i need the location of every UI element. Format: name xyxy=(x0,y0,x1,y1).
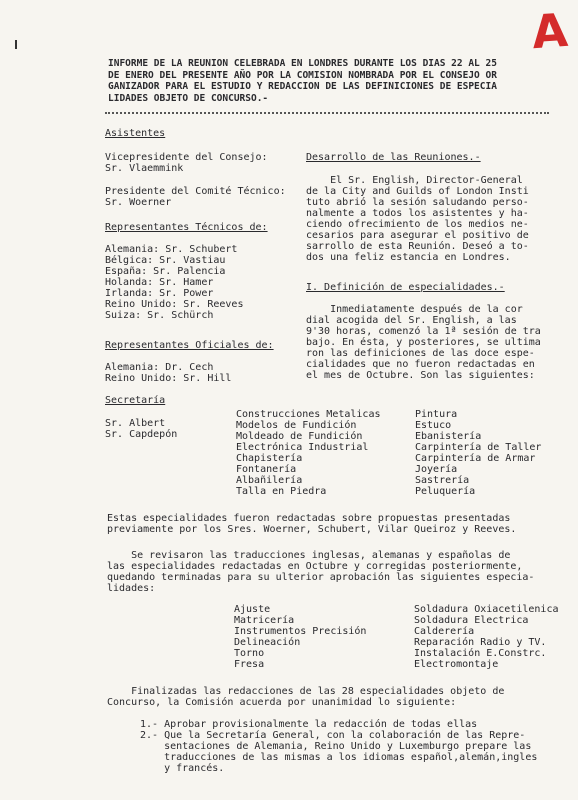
text-line: dial acogida del Sr. English, a las xyxy=(306,315,517,326)
list-item: y francés. xyxy=(140,763,225,774)
text-line: cesarios para asegurar el positivo de xyxy=(306,230,529,241)
text-line: las especialidades redactadas en Octubre y corregidas posteriormente, xyxy=(107,561,523,572)
list-item: Carpintería de Taller xyxy=(415,442,542,453)
list-item: Carpintería de Armar xyxy=(415,453,536,464)
list-item: sentaciones de Alemania, Reino Unido y Luxemburgo prepare las xyxy=(140,741,532,752)
list-item: Instrumentos Precisión xyxy=(234,626,367,637)
text-line: Estas especialidades fueron redactadas sobre propuestas presentadas xyxy=(107,513,511,524)
text-line: Concurso, la Comisión acuerda por unanimidad lo siguiente: xyxy=(107,697,457,708)
list-item: Suiza: Sr. Schürch xyxy=(105,310,214,321)
text-line: Se revisaron las traducciones inglesas, alemanas y españolas de xyxy=(107,550,511,561)
list-item: Moldeado de Fundición xyxy=(236,431,363,442)
text-line: cialidades que no fueron redactadas en xyxy=(306,359,535,370)
text-line: sarrollo de esta Reunión. Deseó a to- xyxy=(306,241,529,252)
acuerdos-list xyxy=(140,719,537,774)
list-item: Reino Unido: Sr. Hill xyxy=(105,373,232,384)
representantes-oficiales-list xyxy=(105,362,231,384)
list-item: Delineación xyxy=(234,637,301,648)
especialidades-col2 xyxy=(415,409,541,497)
list-item: Sr. Albert xyxy=(105,418,166,429)
list-item: Sr. Capdepón xyxy=(105,429,178,440)
heading-line: DE ENERO DEL PRESENTE AÑO POR LA COMISION NOMBRADA POR EL CONSEJO OR xyxy=(108,69,497,81)
text-line: previamente por los Sres. Woerner, Schubert, Vilar Queiroz y Reeves. xyxy=(107,524,517,535)
list-item: Holanda: Sr. Hamer xyxy=(105,277,214,288)
secretaria-list xyxy=(105,418,177,440)
list-item: Sastrería xyxy=(415,475,470,486)
list-item: Fresa xyxy=(234,659,265,670)
list-item: Pintura xyxy=(415,409,458,420)
text-line: nalmente a todos los asistentes y ha- xyxy=(306,208,529,219)
list-item: Estuco xyxy=(415,420,452,431)
vicepresidente-name: Sr. Vlaemmink xyxy=(105,163,184,174)
text-line: tuto abrió la sesión saludando perso- xyxy=(306,197,529,208)
list-item: Soldadura Oxiacetilenica xyxy=(414,604,559,615)
text-line: Finalizadas las redacciones de las 28 especialidades objeto de xyxy=(107,686,505,697)
text-line: dos una feliz estancia en Londres. xyxy=(306,252,511,263)
list-item: Torno xyxy=(234,648,265,659)
presidente-block xyxy=(105,186,286,208)
list-item: Modelos de Fundición xyxy=(236,420,357,431)
vicepresidente-block xyxy=(105,152,268,174)
especialidades-col1 xyxy=(236,409,381,497)
list-item: Electrónica Industrial xyxy=(236,442,369,453)
list-item: Matricería xyxy=(234,615,295,626)
asistentes-title: Asistentes xyxy=(105,128,166,139)
text-line: 9'30 horas, comenzó la 1ª sesión de tra xyxy=(306,326,541,337)
report-heading xyxy=(108,58,497,104)
representantes-tecnicos-title: Representantes Técnicos de: xyxy=(105,222,268,233)
presidente-role: Presidente del Comité Técnico: xyxy=(105,186,286,197)
list-item: Fontanería xyxy=(236,464,297,475)
list-item: España: Sr. Palencia xyxy=(105,266,226,277)
text-line: El Sr. English, Director-General xyxy=(306,175,523,186)
heading-divider xyxy=(105,112,549,114)
vicepresidente-role: Vicepresidente del Consejo: xyxy=(105,152,268,163)
text-line: ron las definiciones de las doce espe- xyxy=(306,348,535,359)
text-line: Inmediatamente después de la cor xyxy=(306,304,523,315)
list-item: Ajuste xyxy=(234,604,271,615)
secretaria-title: Secretaría xyxy=(105,395,166,406)
list-item: Joyería xyxy=(415,464,458,475)
text-line: ciendo ofrecimiento de los medios ne- xyxy=(306,219,529,230)
list-item: Reino Unido: Sr. Reeves xyxy=(105,299,244,310)
revisadas-col1 xyxy=(234,604,366,670)
list-item: Electromontaje xyxy=(414,659,499,670)
list-item: Instalación E.Constrc. xyxy=(414,648,547,659)
text-line: de la City and Guilds of London Insti xyxy=(306,186,529,197)
list-item: Bélgica: Sr. Vastiau xyxy=(105,255,226,266)
list-item: Construcciones Metalicas xyxy=(236,409,381,420)
list-item: Irlanda: Sr. Power xyxy=(105,288,214,299)
presidente-name: Sr. Woerner xyxy=(105,197,172,208)
paragraph-finalizadas xyxy=(107,686,504,708)
list-item: Alemania: Dr. Cech xyxy=(105,362,214,373)
list-item: Talla en Piedra xyxy=(236,486,327,497)
definicion-title: I. Definición de especialidades.- xyxy=(306,282,505,293)
list-item: Peluquería xyxy=(415,486,476,497)
corner-mark-line xyxy=(15,40,17,49)
paragraph-propuestas xyxy=(107,513,516,535)
text-line: el mes de Octubre. Son las siguientes: xyxy=(306,370,535,381)
heading-line: INFORME DE LA REUNION CELEBRADA EN LONDRES DURANTE LOS DIAS 22 AL 25 xyxy=(108,58,497,69)
revisadas-col2 xyxy=(414,604,559,670)
list-item: Alemania: Sr. Schubert xyxy=(105,244,238,255)
list-item: 1.- Aprobar provisionalmente la redacción de todas ellas xyxy=(140,719,478,730)
handwritten-a-mark: A xyxy=(530,2,570,60)
list-item: 2.- Que la Secretaría General, con la colaboración de las Repre- xyxy=(140,730,526,741)
list-item: Soldadura Electrica xyxy=(414,615,529,626)
text-line: bajo. En ésta, y posteriores, se ultima xyxy=(306,337,541,348)
text-line: lidades: xyxy=(107,583,156,594)
text-line: quedando terminadas para su ulterior aprobación las siguientes especia- xyxy=(107,572,535,583)
desarrollo-text xyxy=(306,175,529,263)
representantes-oficiales-title: Representantes Oficiales de: xyxy=(105,340,274,351)
desarrollo-title: Desarrollo de las Reuniones.- xyxy=(306,152,481,163)
list-item: traducciones de las mismas a los idiomas español,alemán,ingles xyxy=(140,752,538,763)
heading-line: LIDADES OBJETO DE CONCURSO.- xyxy=(108,92,269,104)
heading-line: GANIZADOR PARA EL ESTUDIO Y REDACCION DE LAS DEFINICIONES DE ESPECIA xyxy=(108,81,497,92)
representantes-tecnicos-list xyxy=(105,244,243,321)
list-item: Albañilería xyxy=(236,475,303,486)
list-item: Reparación Radio y TV. xyxy=(414,637,547,648)
list-item: Calderería xyxy=(414,626,475,637)
list-item: Chapistería xyxy=(236,453,303,464)
list-item: Ebanistería xyxy=(415,431,482,442)
definicion-text xyxy=(306,304,541,381)
paragraph-traducciones xyxy=(107,550,534,594)
